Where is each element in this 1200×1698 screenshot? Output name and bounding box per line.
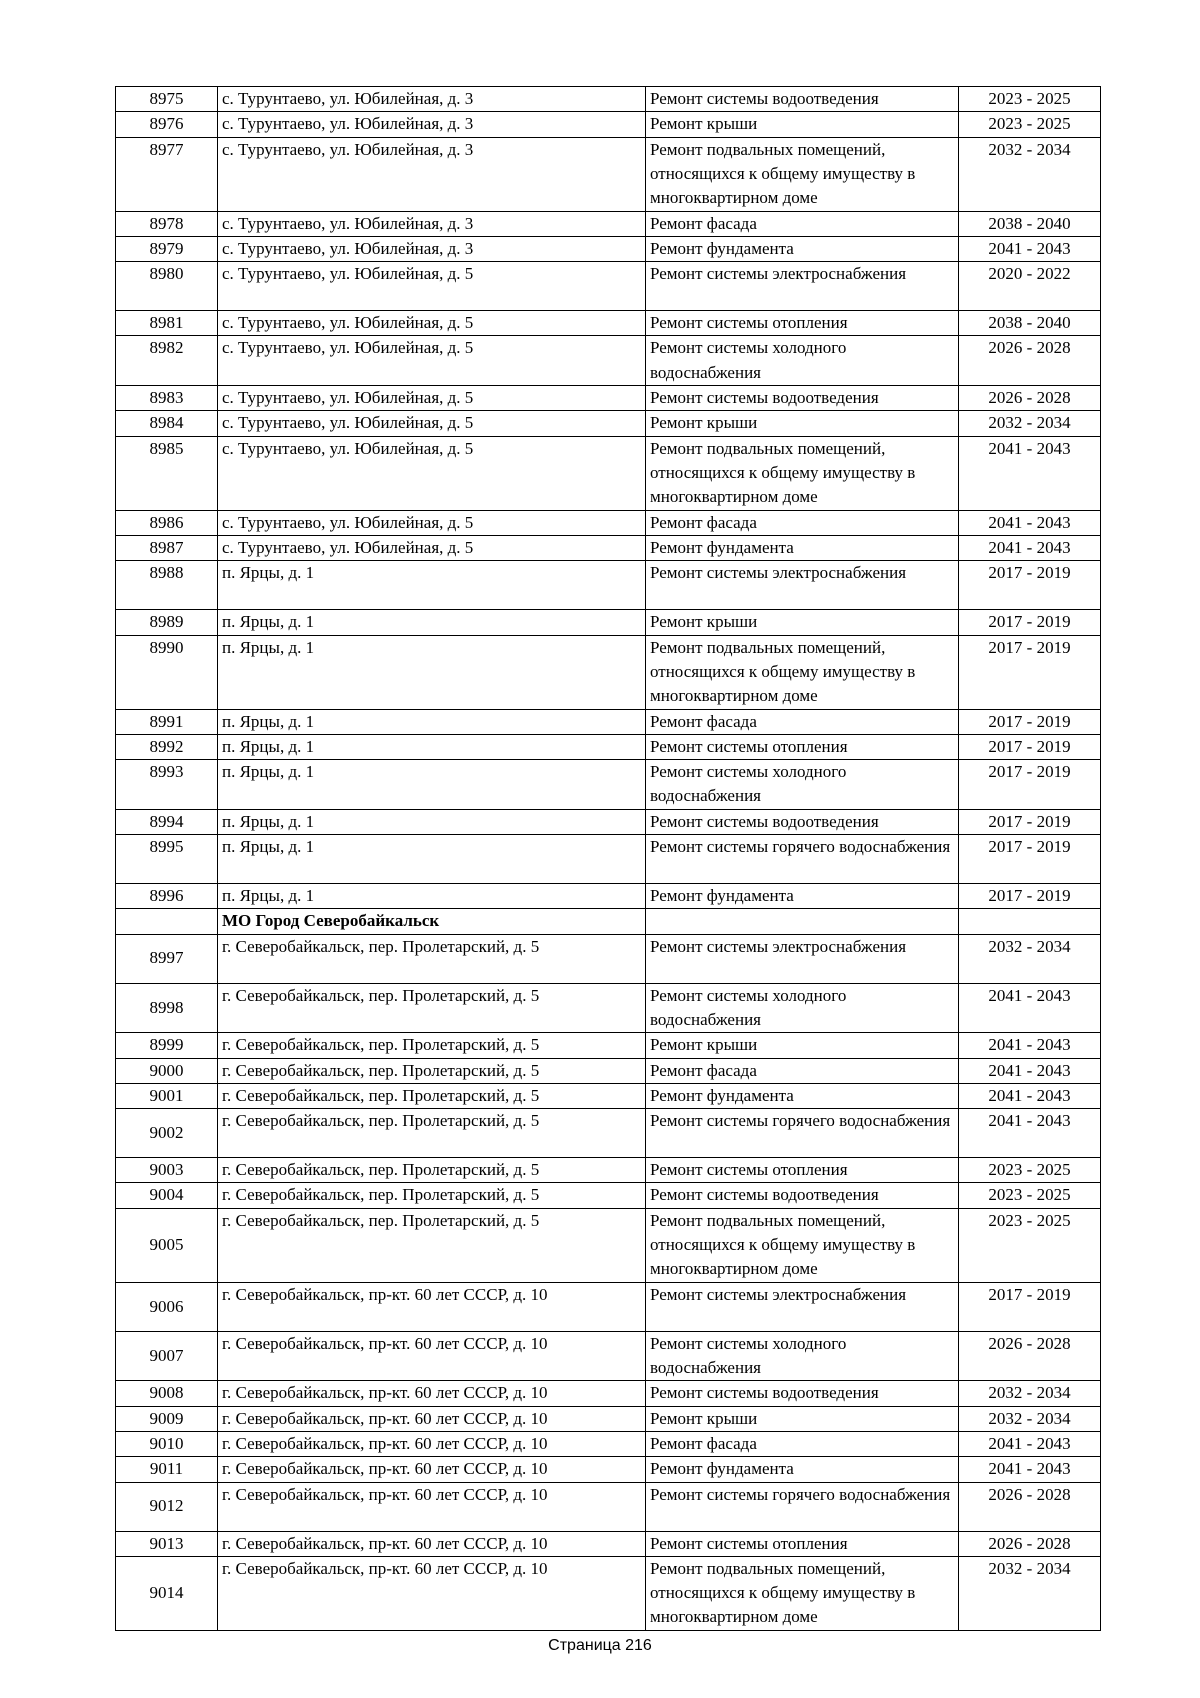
work-type-cell: Ремонт системы электроснабжения (646, 561, 959, 610)
address-cell: г. Северобайкальск, пер. Пролетарский, д. 5 (218, 1058, 646, 1083)
table-row (116, 1531, 1101, 1556)
address-cell: с. Турунтаево, ул. Юбилейная, д. 5 (218, 386, 646, 411)
work-type-cell: Ремонт фундамента (646, 236, 959, 261)
table-row (116, 411, 1101, 436)
row-number-cell: 8979 (116, 236, 218, 261)
row-number-cell: 8983 (116, 386, 218, 411)
work-type-cell: Ремонт фасада (646, 709, 959, 734)
address-cell: г. Северобайкальск, пер. Пролетарский, д. 5 (218, 934, 646, 983)
period-cell: 2017 - 2019 (959, 835, 1101, 884)
table-row (116, 1406, 1101, 1431)
address-cell: п. Ярцы, д. 1 (218, 884, 646, 909)
period-cell: 2041 - 2043 (959, 1083, 1101, 1108)
period-cell: 2032 - 2034 (959, 1556, 1101, 1630)
municipality-title: МО Город Северобайкальск (218, 909, 646, 934)
work-type-cell: Ремонт системы холодного водоснабжения (646, 1331, 959, 1381)
table-row (116, 112, 1101, 137)
period-cell: 2041 - 2043 (959, 436, 1101, 510)
period-cell: 2020 - 2022 (959, 262, 1101, 311)
address-cell: с. Турунтаево, ул. Юбилейная, д. 5 (218, 336, 646, 386)
period-cell: 2032 - 2034 (959, 1381, 1101, 1406)
work-type-cell: Ремонт фундамента (646, 535, 959, 560)
address-cell: с. Турунтаево, ул. Юбилейная, д. 5 (218, 411, 646, 436)
address-cell: п. Ярцы, д. 1 (218, 709, 646, 734)
period-cell: 2017 - 2019 (959, 635, 1101, 709)
period-cell: 2026 - 2028 (959, 1331, 1101, 1381)
table-row (116, 137, 1101, 211)
address-cell: г. Северобайкальск, пер. Пролетарский, д. 5 (218, 1208, 646, 1282)
address-cell: с. Турунтаево, ул. Юбилейная, д. 5 (218, 510, 646, 535)
address-cell: с. Турунтаево, ул. Юбилейная, д. 3 (218, 211, 646, 236)
table-row (116, 1331, 1101, 1381)
table-row (116, 809, 1101, 834)
work-type-cell: Ремонт системы холодного водоснабжения (646, 760, 959, 810)
row-number-cell: 9010 (116, 1431, 218, 1456)
work-type-cell: Ремонт подвальных помещений, относящихся к общему имуществу в многоквартирном доме (646, 635, 959, 709)
table-row (116, 835, 1101, 884)
row-number-cell: 8984 (116, 411, 218, 436)
period-cell: 2023 - 2025 (959, 1208, 1101, 1282)
work-type-cell: Ремонт системы горячего водоснабжения (646, 1482, 959, 1531)
table-row (116, 983, 1101, 1033)
work-type-cell: Ремонт крыши (646, 610, 959, 635)
work-type-cell: Ремонт подвальных помещений, относящихся к общему имуществу в многоквартирном доме (646, 1556, 959, 1630)
work-type-cell: Ремонт системы водоотведения (646, 386, 959, 411)
address-cell: г. Северобайкальск, пр-кт. 60 лет СССР, д. 10 (218, 1431, 646, 1456)
table-row (116, 709, 1101, 734)
address-cell: г. Северобайкальск, пр-кт. 60 лет СССР, д. 10 (218, 1381, 646, 1406)
work-type-cell: Ремонт крыши (646, 1406, 959, 1431)
row-number-cell: 9008 (116, 1381, 218, 1406)
address-cell: г. Северобайкальск, пр-кт. 60 лет СССР, д. 10 (218, 1282, 646, 1331)
address-cell: г. Северобайкальск, пер. Пролетарский, д. 5 (218, 1109, 646, 1158)
work-type-cell: Ремонт фундамента (646, 1457, 959, 1482)
row-number-cell (116, 909, 218, 934)
row-number-cell: 9001 (116, 1083, 218, 1108)
work-type-cell (646, 909, 959, 934)
table-row (116, 386, 1101, 411)
row-number-cell: 8991 (116, 709, 218, 734)
row-number-cell: 9004 (116, 1183, 218, 1208)
address-cell: г. Северобайкальск, пер. Пролетарский, д. 5 (218, 1183, 646, 1208)
period-cell: 2026 - 2028 (959, 1482, 1101, 1531)
table-row (116, 436, 1101, 510)
period-cell: 2038 - 2040 (959, 311, 1101, 336)
table-row (116, 635, 1101, 709)
period-cell: 2041 - 2043 (959, 236, 1101, 261)
address-cell: с. Турунтаево, ул. Юбилейная, д. 3 (218, 236, 646, 261)
period-cell: 2017 - 2019 (959, 884, 1101, 909)
table-row (116, 934, 1101, 983)
address-cell: г. Северобайкальск, пр-кт. 60 лет СССР, д. 10 (218, 1457, 646, 1482)
table-row (116, 1183, 1101, 1208)
period-cell: 2041 - 2043 (959, 1109, 1101, 1158)
work-type-cell: Ремонт крыши (646, 411, 959, 436)
period-cell: 2023 - 2025 (959, 1158, 1101, 1183)
period-cell: 2041 - 2043 (959, 1058, 1101, 1083)
row-number-cell: 8994 (116, 809, 218, 834)
table-row (116, 236, 1101, 261)
work-type-cell: Ремонт системы электроснабжения (646, 1282, 959, 1331)
work-type-cell: Ремонт системы горячего водоснабжения (646, 1109, 959, 1158)
table-row (116, 1556, 1101, 1630)
table-row (116, 884, 1101, 909)
row-number-cell: 8986 (116, 510, 218, 535)
row-number-cell: 9002 (116, 1109, 218, 1158)
address-cell: г. Северобайкальск, пер. Пролетарский, д. 5 (218, 1158, 646, 1183)
work-type-cell: Ремонт системы отопления (646, 1158, 959, 1183)
row-number-cell: 9006 (116, 1282, 218, 1331)
period-cell: 2026 - 2028 (959, 386, 1101, 411)
table-row (116, 1482, 1101, 1531)
table-row (116, 1033, 1101, 1058)
row-number-cell: 8976 (116, 112, 218, 137)
address-cell: п. Ярцы, д. 1 (218, 734, 646, 759)
table-row (116, 1083, 1101, 1108)
work-type-cell: Ремонт системы холодного водоснабжения (646, 983, 959, 1033)
period-cell: 2032 - 2034 (959, 137, 1101, 211)
table-row (116, 1208, 1101, 1282)
work-type-cell: Ремонт фасада (646, 1058, 959, 1083)
period-cell: 2017 - 2019 (959, 734, 1101, 759)
address-cell: г. Северобайкальск, пер. Пролетарский, д. 5 (218, 1033, 646, 1058)
repair-schedule-table (115, 86, 1101, 1631)
row-number-cell: 8982 (116, 336, 218, 386)
row-number-cell: 8987 (116, 535, 218, 560)
work-type-cell: Ремонт системы электроснабжения (646, 262, 959, 311)
row-number-cell: 9013 (116, 1531, 218, 1556)
work-type-cell: Ремонт фасада (646, 1431, 959, 1456)
work-type-cell: Ремонт системы отопления (646, 734, 959, 759)
work-type-cell: Ремонт системы отопления (646, 1531, 959, 1556)
address-cell: с. Турунтаево, ул. Юбилейная, д. 5 (218, 535, 646, 560)
period-cell: 2017 - 2019 (959, 809, 1101, 834)
row-number-cell: 9005 (116, 1208, 218, 1282)
period-cell: 2017 - 2019 (959, 561, 1101, 610)
address-cell: г. Северобайкальск, пер. Пролетарский, д. 5 (218, 983, 646, 1033)
work-type-cell: Ремонт подвальных помещений, относящихся к общему имуществу в многоквартирном доме (646, 436, 959, 510)
address-cell: с. Турунтаево, ул. Юбилейная, д. 5 (218, 311, 646, 336)
row-number-cell: 8995 (116, 835, 218, 884)
period-cell: 2017 - 2019 (959, 709, 1101, 734)
work-type-cell: Ремонт системы холодного водоснабжения (646, 336, 959, 386)
period-cell: 2017 - 2019 (959, 610, 1101, 635)
address-cell: г. Северобайкальск, пер. Пролетарский, д. 5 (218, 1083, 646, 1108)
period-cell (959, 909, 1101, 934)
address-cell: п. Ярцы, д. 1 (218, 835, 646, 884)
row-number-cell: 8997 (116, 934, 218, 983)
period-cell: 2041 - 2043 (959, 1033, 1101, 1058)
table-row (116, 1431, 1101, 1456)
work-type-cell: Ремонт системы отопления (646, 311, 959, 336)
period-cell: 2017 - 2019 (959, 760, 1101, 810)
row-number-cell: 9014 (116, 1556, 218, 1630)
work-type-cell: Ремонт фасада (646, 211, 959, 236)
table-row (116, 510, 1101, 535)
work-type-cell: Ремонт системы водоотведения (646, 1381, 959, 1406)
work-type-cell: Ремонт фундамента (646, 1083, 959, 1108)
period-cell: 2026 - 2028 (959, 1531, 1101, 1556)
table-body (116, 87, 1101, 1631)
table-row (116, 1381, 1101, 1406)
row-number-cell: 9012 (116, 1482, 218, 1531)
period-cell: 2038 - 2040 (959, 211, 1101, 236)
address-cell: п. Ярцы, д. 1 (218, 610, 646, 635)
period-cell: 2032 - 2034 (959, 934, 1101, 983)
table-row (116, 1109, 1101, 1158)
table-row (116, 1282, 1101, 1331)
address-cell: г. Северобайкальск, пр-кт. 60 лет СССР, д. 10 (218, 1406, 646, 1431)
address-cell: п. Ярцы, д. 1 (218, 561, 646, 610)
table-row (116, 610, 1101, 635)
address-cell: г. Северобайкальск, пр-кт. 60 лет СССР, д. 10 (218, 1556, 646, 1630)
row-number-cell: 8998 (116, 983, 218, 1033)
table-row (116, 336, 1101, 386)
address-cell: п. Ярцы, д. 1 (218, 760, 646, 810)
address-cell: с. Турунтаево, ул. Юбилейная, д. 5 (218, 262, 646, 311)
work-type-cell: Ремонт крыши (646, 112, 959, 137)
work-type-cell: Ремонт подвальных помещений, относящихся к общему имуществу в многоквартирном доме (646, 1208, 959, 1282)
row-number-cell: 8980 (116, 262, 218, 311)
table-row (116, 211, 1101, 236)
work-type-cell: Ремонт системы водоотведения (646, 87, 959, 112)
address-cell: г. Северобайкальск, пр-кт. 60 лет СССР, д. 10 (218, 1331, 646, 1381)
address-cell: с. Турунтаево, ул. Юбилейная, д. 3 (218, 87, 646, 112)
period-cell: 2023 - 2025 (959, 1183, 1101, 1208)
address-cell: г. Северобайкальск, пр-кт. 60 лет СССР, д. 10 (218, 1531, 646, 1556)
row-number-cell: 8992 (116, 734, 218, 759)
row-number-cell: 8993 (116, 760, 218, 810)
row-number-cell: 8977 (116, 137, 218, 211)
table-row (116, 760, 1101, 810)
row-number-cell: 8999 (116, 1033, 218, 1058)
row-number-cell: 9007 (116, 1331, 218, 1381)
work-type-cell: Ремонт системы горячего водоснабжения (646, 835, 959, 884)
period-cell: 2041 - 2043 (959, 1457, 1101, 1482)
period-cell: 2032 - 2034 (959, 411, 1101, 436)
work-type-cell: Ремонт крыши (646, 1033, 959, 1058)
address-cell: г. Северобайкальск, пр-кт. 60 лет СССР, д. 10 (218, 1482, 646, 1531)
work-type-cell: Ремонт подвальных помещений, относящихся к общему имуществу в многоквартирном доме (646, 137, 959, 211)
period-cell: 2041 - 2043 (959, 535, 1101, 560)
table-row (116, 1058, 1101, 1083)
section-header-row (116, 909, 1101, 934)
table-row (116, 561, 1101, 610)
work-type-cell: Ремонт системы электроснабжения (646, 934, 959, 983)
table-row (116, 535, 1101, 560)
period-cell: 2032 - 2034 (959, 1406, 1101, 1431)
table-row (116, 734, 1101, 759)
row-number-cell: 8981 (116, 311, 218, 336)
period-cell: 2017 - 2019 (959, 1282, 1101, 1331)
row-number-cell: 8988 (116, 561, 218, 610)
row-number-cell: 8978 (116, 211, 218, 236)
work-type-cell: Ремонт системы водоотведения (646, 1183, 959, 1208)
row-number-cell: 9009 (116, 1406, 218, 1431)
row-number-cell: 9000 (116, 1058, 218, 1083)
work-type-cell: Ремонт фундамента (646, 884, 959, 909)
page-number: Страница 216 (548, 1637, 652, 1654)
address-cell: с. Турунтаево, ул. Юбилейная, д. 5 (218, 436, 646, 510)
address-cell: п. Ярцы, д. 1 (218, 809, 646, 834)
address-cell: с. Турунтаево, ул. Юбилейная, д. 3 (218, 137, 646, 211)
row-number-cell: 8985 (116, 436, 218, 510)
table-row (116, 87, 1101, 112)
row-number-cell: 8975 (116, 87, 218, 112)
address-cell: п. Ярцы, д. 1 (218, 635, 646, 709)
row-number-cell: 8996 (116, 884, 218, 909)
row-number-cell: 9011 (116, 1457, 218, 1482)
period-cell: 2041 - 2043 (959, 1431, 1101, 1456)
table-row (116, 311, 1101, 336)
work-type-cell: Ремонт системы водоотведения (646, 809, 959, 834)
row-number-cell: 8990 (116, 635, 218, 709)
period-cell: 2026 - 2028 (959, 336, 1101, 386)
table-row (116, 262, 1101, 311)
table-row (116, 1457, 1101, 1482)
period-cell: 2041 - 2043 (959, 983, 1101, 1033)
row-number-cell: 9003 (116, 1158, 218, 1183)
period-cell: 2023 - 2025 (959, 87, 1101, 112)
row-number-cell: 8989 (116, 610, 218, 635)
work-type-cell: Ремонт фасада (646, 510, 959, 535)
address-cell: с. Турунтаево, ул. Юбилейная, д. 3 (218, 112, 646, 137)
table-row (116, 1158, 1101, 1183)
period-cell: 2023 - 2025 (959, 112, 1101, 137)
period-cell: 2041 - 2043 (959, 510, 1101, 535)
